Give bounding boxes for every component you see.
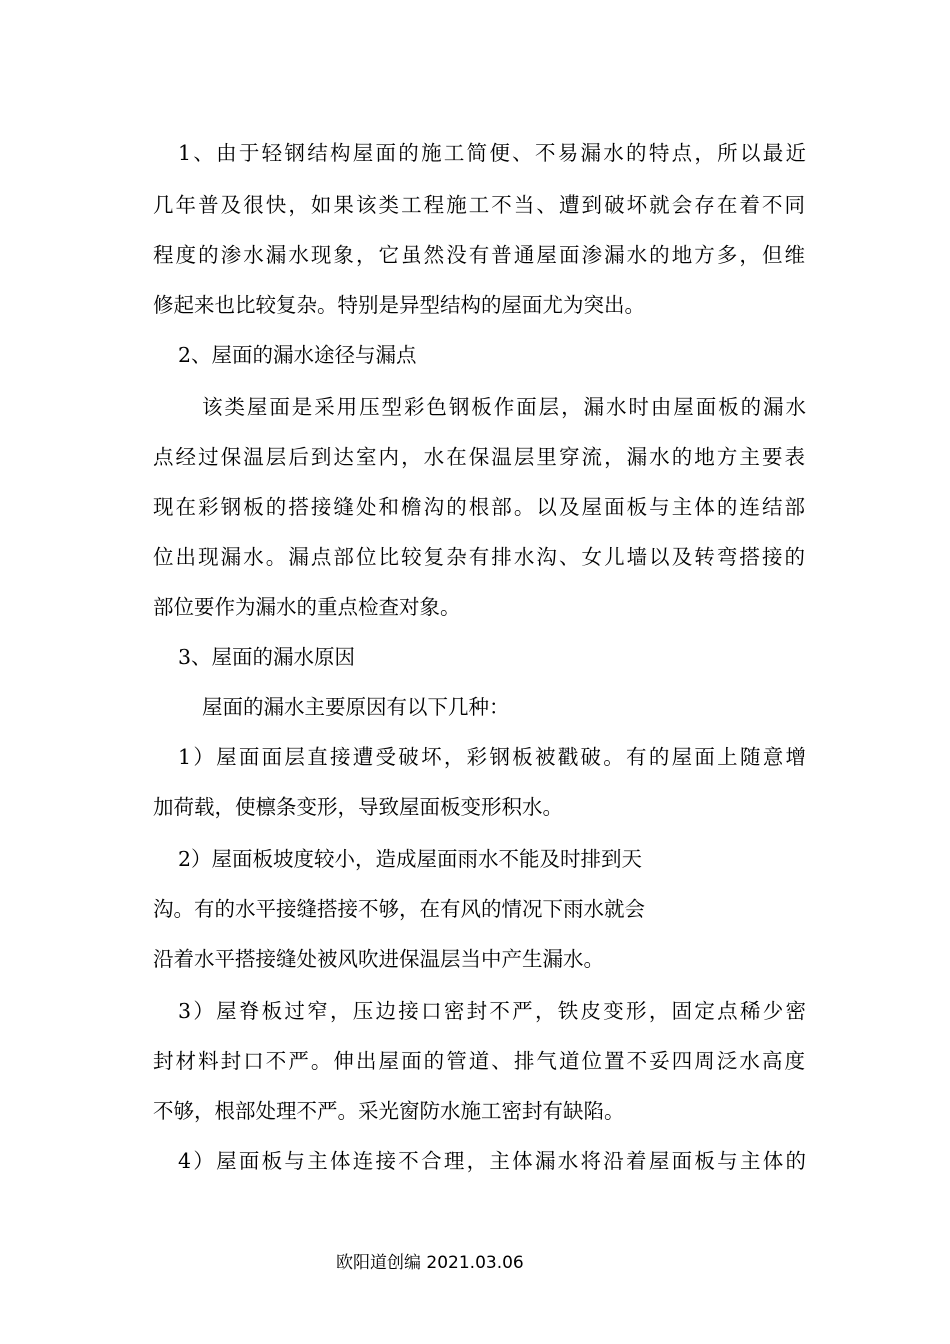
item-2-line-2: 沟。有的水平接缝搭接不够，在有风的情况下雨水就会: [153, 897, 645, 921]
paragraph-2-line-1: 该类屋面是采用压型彩色钢板作面层，漏水时由屋面板的漏水: [202, 395, 806, 419]
paragraph-2-line-5: 部位要作为漏水的重点检查对象。: [153, 595, 461, 619]
item-3-line-3: 不够，根部处理不严。采光窗防水施工密封有缺陷。: [153, 1099, 625, 1123]
paragraph-1-line-2: 几年普及很快，如果该类工程施工不当、遭到破坏就会存在着不同: [153, 193, 805, 217]
item-1-line-1: 1）屋面面层直接遭受破坏，彩钢板被戳破。有的屋面上随意增: [178, 745, 806, 769]
paragraph-2-line-2: 点经过保温层后到达室内，水在保温层里穿流，漏水的地方主要表: [153, 445, 805, 469]
page-footer: 欧阳道创编 2021.03.06: [336, 1253, 524, 1273]
section-2-heading: 2、屋面的漏水途径与漏点: [178, 343, 417, 367]
paragraph-2-line-4: 位出现漏水。漏点部位比较复杂有排水沟、女儿墙以及转弯搭接的: [153, 545, 805, 569]
section-3-heading: 3、屋面的漏水原因: [178, 645, 356, 669]
paragraph-1-line-4: 修起来也比较复杂。特别是异型结构的屋面尤为突出。: [153, 293, 645, 317]
paragraph-1-line-1: 1、由于轻钢结构屋面的施工简便、不易漏水的特点，所以最近: [178, 141, 806, 165]
item-3-line-1: 3）屋脊板过窄，压边接口密封不严，铁皮变形，固定点稀少密: [178, 999, 806, 1023]
item-3-line-2: 封材料封口不严。伸出屋面的管道、排气道位置不妥四周泛水高度: [153, 1049, 805, 1073]
item-1-line-2: 加荷载，使檩条变形，导致屋面板变形积水。: [153, 795, 563, 819]
paragraph-1-line-3: 程度的渗水漏水现象，它虽然没有普通屋面渗漏水的地方多，但维: [153, 243, 805, 267]
item-2-line-1: 2）屋面板坡度较小，造成屋面雨水不能及时排到天: [178, 847, 643, 871]
section-3-intro: 屋面的漏水主要原因有以下几种：: [202, 695, 510, 719]
item-4-line-1: 4）屋面板与主体连接不合理，主体漏水将沿着屋面板与主体的: [178, 1149, 806, 1173]
paragraph-2-line-3: 现在彩钢板的搭接缝处和檐沟的根部。以及屋面板与主体的连结部: [153, 495, 805, 519]
item-2-line-3: 沿着水平搭接缝处被风吹进保温层当中产生漏水。: [153, 947, 604, 971]
